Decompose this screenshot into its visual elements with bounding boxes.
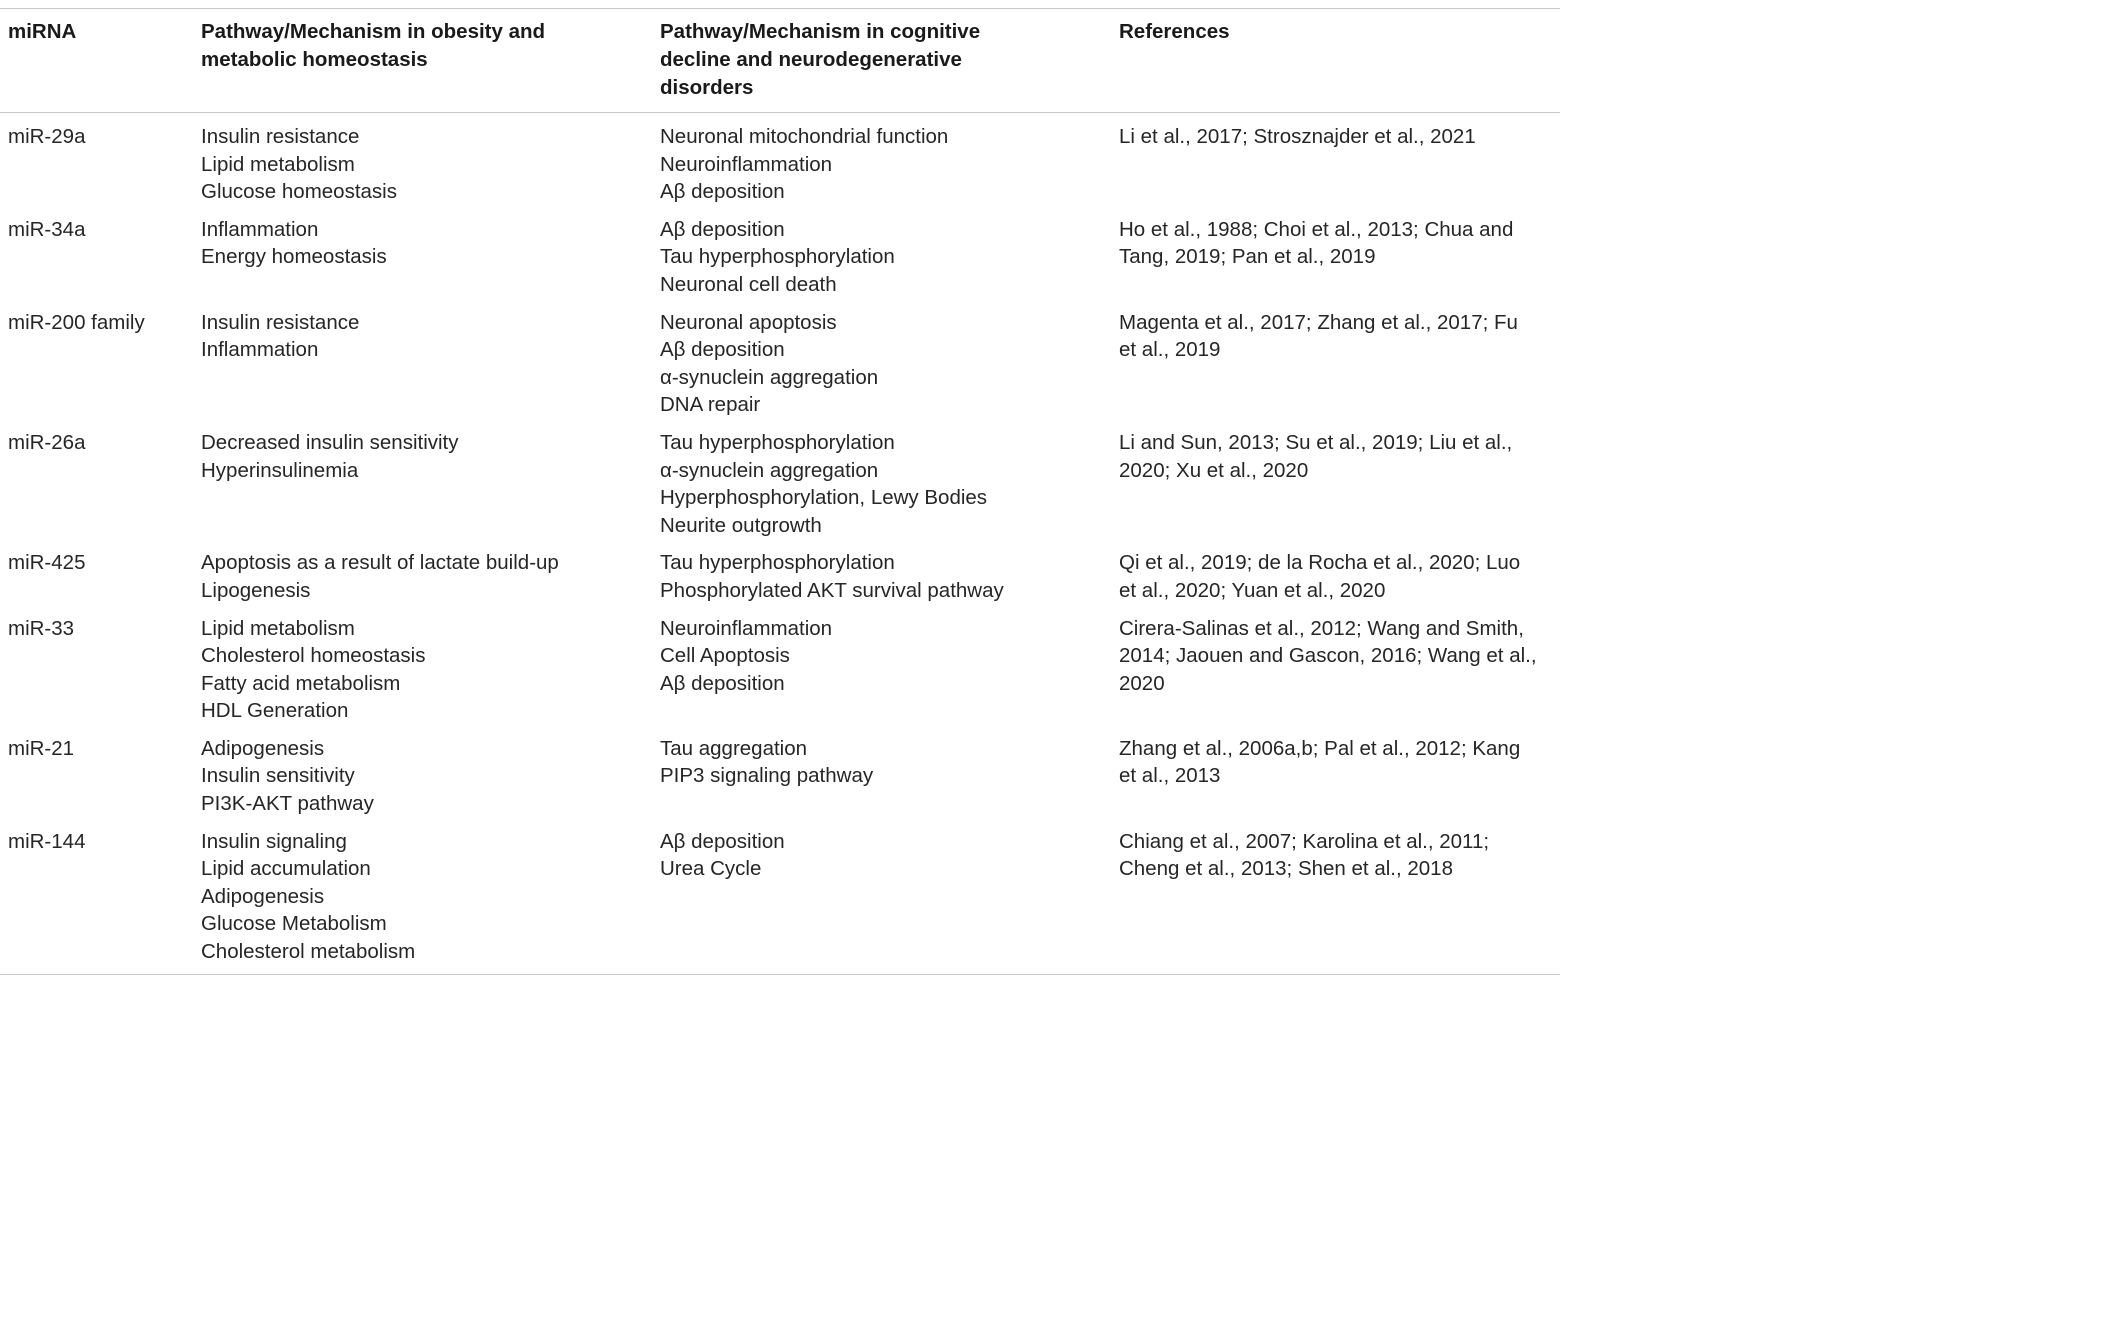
obesity-pathway-item: Fatty acid metabolism [201, 671, 401, 695]
reference-link[interactable]: Kang et al., 2013 [1119, 736, 1521, 788]
header-references: References [1119, 20, 1230, 43]
table-row [0, 725, 1560, 818]
reference-link[interactable]: Strosznajder et al., 2021 [1253, 125, 1476, 148]
obesity-pathway-cell [193, 539, 652, 604]
cognitive-pathway-item: Tau hyperphosphorylation [660, 430, 895, 454]
table-row [0, 605, 1560, 725]
cognitive-pathway-item: Aβ deposition [660, 217, 785, 241]
cognitive-pathway-item: PIP3 signaling pathway [660, 764, 874, 788]
cognitive-pathway-cell [652, 539, 1111, 604]
table-body [0, 113, 1560, 975]
cognitive-pathway-item: Neurite outgrowth [660, 513, 822, 537]
mirna-name: miR-425 [8, 551, 86, 575]
reference-link[interactable]: Li et al., 2017 [1119, 125, 1243, 148]
reference-link[interactable]: Wang and Smith, 2014 [1119, 616, 1524, 668]
obesity-pathway-item: Lipogenesis [201, 578, 311, 602]
reference-link[interactable]: Qi et al., 2019 [1119, 551, 1247, 575]
cognitive-pathway-item: Tau hyperphosphorylation [660, 551, 895, 575]
reference-link[interactable]: Chiang et al., 2007 [1119, 829, 1292, 853]
cognitive-pathway-item: Neuroinflammation [660, 152, 833, 176]
obesity-pathway-item: Inflammation [201, 217, 319, 241]
obesity-pathway-item: Inflammation [201, 338, 319, 362]
references-cell: Magenta et al., 2017; Zhang et al., 2017; Fu et al., 2019 [1119, 310, 1518, 362]
obesity-pathway-item: Cholesterol metabolism [201, 940, 416, 964]
obesity-pathway-item: Cholesterol homeostasis [201, 644, 426, 668]
header-row [0, 9, 1560, 113]
cognitive-pathway-item: Aβ deposition [660, 829, 785, 853]
cognitive-pathway-item: α-synuclein aggregation [660, 458, 879, 482]
reference-link[interactable]: Wang et al., 2020 [1119, 644, 1537, 695]
obesity-pathway-item: Adipogenesis [201, 884, 325, 908]
cognitive-pathway-item: Neuronal cell death [660, 272, 837, 296]
cognitive-pathway-item: α-synuclein aggregation [660, 365, 879, 389]
obesity-pathway-cell [193, 419, 652, 539]
obesity-pathway-item: Decreased insulin sensitivity [201, 430, 459, 454]
reference-link[interactable]: Su et al., 2019 [1285, 430, 1418, 454]
obesity-pathway-item: Apoptosis as a result of lactate build-up [201, 551, 559, 575]
cognitive-pathway-cell [652, 818, 1111, 974]
references-cell: Ho et al., 1988; Choi et al., 2013; Chua and Tang, 2019; Pan et al., 2019 [1119, 217, 1514, 269]
references-cell: Li and Sun, 2013; Su et al., 2019; Liu et al., 2020; Xu et al., 2020 [1119, 430, 1513, 482]
cognitive-pathway-cell [652, 113, 1111, 206]
obesity-pathway-item: Insulin resistance [201, 125, 360, 148]
cognitive-pathway-item: Neuronal apoptosis [660, 310, 837, 334]
table-row [0, 818, 1560, 974]
cognitive-pathway-item: Neuronal mitochondrial function [660, 125, 949, 148]
reference-link[interactable]: Pan et al., 2019 [1231, 245, 1376, 269]
cognitive-pathway-item: Aβ deposition [660, 671, 785, 695]
reference-link[interactable]: Magenta et al., 2017 [1119, 310, 1306, 334]
cognitive-pathway-item: Neuroinflammation [660, 616, 833, 640]
mirna-name: miR-34a [8, 217, 86, 241]
obesity-pathway-item: Adipogenesis [201, 736, 325, 760]
reference-link[interactable]: Xu et al., 2020 [1176, 458, 1309, 482]
obesity-pathway-item: Glucose homeostasis [201, 180, 397, 204]
cognitive-pathway-item: Hyperphosphorylation, Lewy Bodies [660, 486, 988, 510]
reference-link[interactable]: de la Rocha et al., 2020 [1258, 551, 1475, 575]
references-cell: Li et al., 2017; Strosznajder et al., 2021 [1119, 125, 1476, 148]
obesity-pathway-cell [193, 605, 652, 725]
reference-link[interactable]: Karolina et al., 2011 [1302, 829, 1484, 853]
obesity-pathway-item: Insulin resistance [201, 310, 360, 334]
obesity-pathway-cell [193, 818, 652, 974]
obesity-pathway-cell [193, 725, 652, 818]
references-cell: Qi et al., 2019; de la Rocha et al., 2020; Luo et al., 2020; Yuan et al., 2020 [1119, 551, 1521, 602]
reference-link[interactable]: Choi et al., 2013 [1263, 217, 1414, 241]
reference-link[interactable]: Luo et al., 2020 [1119, 551, 1521, 602]
obesity-pathway-item: Insulin sensitivity [201, 764, 355, 788]
reference-link[interactable]: Li and Sun, 2013 [1119, 430, 1275, 454]
cognitive-pathway-cell [652, 299, 1111, 419]
reference-link[interactable]: Pal et al., 2012 [1324, 736, 1461, 760]
mirna-name: miR-21 [8, 736, 75, 760]
obesity-pathway-item: Lipid metabolism [201, 616, 355, 640]
mirna-name: miR-200 family [8, 310, 145, 334]
table-row [0, 539, 1560, 604]
cognitive-pathway-cell [652, 206, 1111, 299]
obesity-pathway-item: Lipid metabolism [201, 152, 355, 176]
cognitive-pathway-item: Cell Apoptosis [660, 644, 790, 668]
obesity-pathway-item: Insulin signaling [201, 829, 347, 853]
mirna-name: miR-33 [8, 616, 75, 640]
table-row [0, 113, 1560, 206]
mirna-name: miR-29a [8, 125, 86, 148]
reference-link[interactable]: Cirera-Salinas et al., 2012 [1119, 616, 1357, 640]
reference-link[interactable]: Fu et al., 2019 [1119, 310, 1518, 362]
cognitive-pathway-item: DNA repair [660, 393, 761, 417]
obesity-pathway-item: PI3K-AKT pathway [201, 792, 374, 816]
header-mirna: miRNA [8, 20, 77, 43]
obesity-pathway-item: Hyperinsulinemia [201, 458, 359, 482]
obesity-pathway-item: Lipid accumulation [201, 857, 371, 881]
reference-link[interactable]: Ho et al., 1988 [1119, 217, 1253, 241]
header-cognitive-pathway: Pathway/Mechanism in cognitive decline and neurodegenerative disorders [660, 20, 981, 99]
cognitive-pathway-item: Urea Cycle [660, 857, 762, 881]
references-cell: Cirera-Salinas et al., 2012; Wang and Smith, 2014; Jaouen and Gascon, 2016; Wang et al., 2020 [1119, 616, 1537, 695]
cognitive-pathway-item: Phosphorylated AKT survival pathway [660, 578, 1004, 602]
references-cell: Chiang et al., 2007; Karolina et al., 2011; Cheng et al., 2013; Shen et al., 2018 [1119, 829, 1490, 881]
cognitive-pathway-item: Tau hyperphosphorylation [660, 245, 895, 269]
obesity-pathway-item: Glucose Metabolism [201, 912, 387, 936]
reference-link[interactable]: Chua and Tang, 2019 [1119, 217, 1514, 269]
obesity-pathway-cell [193, 299, 652, 419]
reference-link[interactable]: Yuan et al., 2020 [1231, 578, 1386, 602]
mirna-name: miR-26a [8, 430, 86, 454]
cognitive-pathway-item: Aβ deposition [660, 338, 785, 362]
obesity-pathway-cell [193, 113, 652, 206]
references-cell: Zhang et al., 2006a,b; Pal et al., 2012; Kang et al., 2013 [1119, 736, 1521, 788]
obesity-pathway-item: Energy homeostasis [201, 245, 387, 269]
reference-link[interactable]: Zhang et al., 2006a,b [1119, 736, 1313, 760]
header-obesity-pathway: Pathway/Mechanism in obesity and metabolic homeostasis [201, 20, 546, 71]
table-header [0, 9, 1560, 113]
cognitive-pathway-item: Tau aggregation [660, 736, 808, 760]
obesity-pathway-item: HDL Generation [201, 699, 349, 723]
obesity-pathway-cell [193, 206, 652, 299]
cognitive-pathway-cell [652, 605, 1111, 725]
reference-link[interactable]: Cheng et al., 2013 [1119, 857, 1287, 881]
reference-link[interactable]: Zhang et al., 2017 [1317, 310, 1483, 334]
table-row [0, 299, 1560, 419]
table-row [0, 206, 1560, 299]
reference-link[interactable]: Liu et al., 2020 [1119, 430, 1513, 482]
reference-link[interactable]: Shen et al., 2018 [1297, 857, 1453, 881]
cognitive-pathway-cell [652, 725, 1111, 818]
table-row [0, 419, 1560, 539]
mirna-pathway-table [0, 8, 1560, 975]
reference-link[interactable]: Jaouen and Gascon, 2016 [1176, 644, 1417, 668]
cognitive-pathway-item: Aβ deposition [660, 180, 785, 204]
cognitive-pathway-cell [652, 419, 1111, 539]
mirna-name: miR-144 [8, 829, 86, 853]
